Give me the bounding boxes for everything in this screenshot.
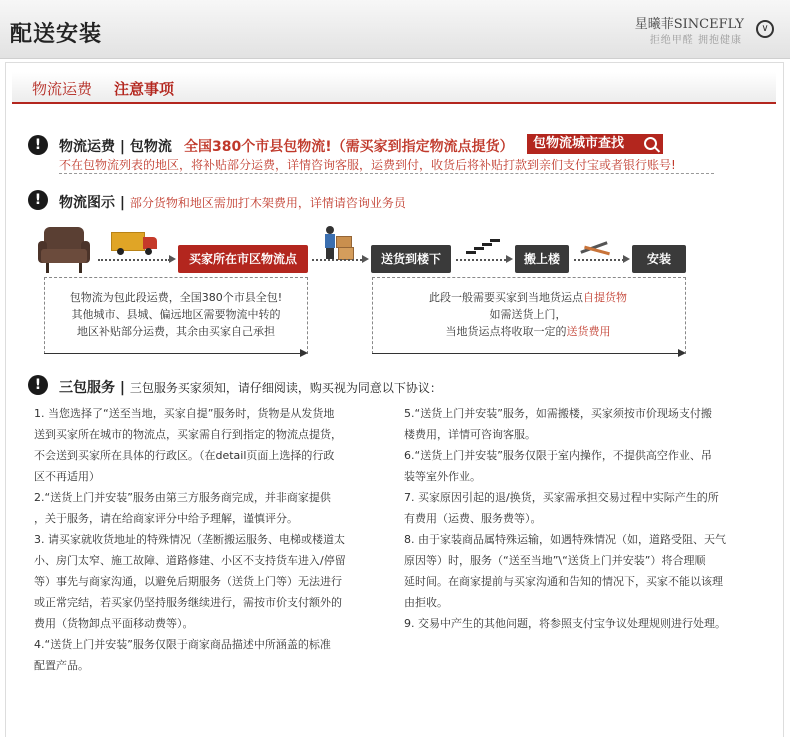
- step-install: 安装: [632, 245, 686, 273]
- diagram-title: [59, 192, 406, 212]
- tab-notes[interactable]: 注意事项: [114, 80, 175, 98]
- terms-left-column: [34, 403, 384, 676]
- brand-name: 星曦菲SINCEFLY: [634, 17, 744, 32]
- search-icon: [644, 137, 657, 150]
- info-text: 当地货运点将收取一定的: [445, 325, 567, 338]
- arrow-right-icon: [362, 255, 369, 263]
- find-city-button[interactable]: [527, 134, 663, 154]
- warranty-title-text: 三包服务 |: [59, 380, 125, 396]
- term-line: 小、房门太窄、施工故障、道路修建、小区不支持货车进入/停留: [34, 554, 346, 567]
- arrow-right-icon: [300, 349, 308, 357]
- alert-icon: !: [28, 135, 48, 155]
- term-line: 或正常完结，若买家仍坚持服务继续进行，需按市价支付额外的: [34, 596, 342, 609]
- warranty-subtitle: 三包服务买家须知，请仔细阅读，购买视为同意以下协议：: [129, 381, 442, 395]
- warranty-title: [59, 377, 442, 397]
- term-line: 由拒收。: [404, 596, 448, 609]
- alert-icon: !: [28, 190, 48, 210]
- logistics-title: 物流运费 | 包物流: [59, 139, 172, 155]
- flow-connector: [574, 259, 624, 261]
- info-line: 地区补贴部分运费，其余由买家自己承担: [77, 325, 275, 338]
- info-red: 送货费用: [566, 325, 611, 338]
- arrow-right-icon: [169, 255, 176, 263]
- step-deliver-downstairs: 送货到楼下: [371, 245, 451, 273]
- info-line: [376, 289, 680, 306]
- step-local-logistics-point: 买家所在市区物流点: [178, 245, 308, 273]
- info-line: [376, 323, 680, 340]
- term-line: ，关于服务，请在给商家评分中给予理解，谨慎评分。: [34, 512, 298, 525]
- info-line: 如需送货上门，: [489, 308, 567, 321]
- arrow-right-icon: [678, 349, 686, 357]
- term-line: 送到买家所在城市的物流点，买家需自行到指定的物流点提货，: [34, 428, 342, 441]
- right-scope-info: [376, 289, 680, 340]
- tools-icon: [578, 240, 614, 258]
- scope-arrow: [372, 353, 678, 354]
- term-line: 4.“送货上门并安装”服务仅限于商家商品描述中所涵盖的标准: [34, 638, 331, 651]
- term-line: 装等室外作业。: [404, 470, 481, 483]
- info-red: 自提货物: [583, 291, 627, 304]
- arrow-right-icon: [506, 255, 513, 263]
- term-line: 不会送到买家所在具体的行政区。（在detail页面上选择的行政: [34, 449, 335, 462]
- term-line: 7. 买家原因引起的退/换货，买家需承担交易过程中实际产生的所: [404, 491, 719, 504]
- term-line: 延时间。在商家提前与买家沟通和告知的情况下，买家不能以该理: [404, 575, 723, 588]
- term-line: 1. 当您选择了“送至当地，买家自提”服务时，货物是从发货地: [34, 407, 335, 420]
- brand-slogan: 拒绝甲醛 拥抱健康: [649, 35, 742, 46]
- find-city-label: 包物流城市查找: [533, 136, 625, 151]
- chevron-down-icon[interactable]: ∨: [756, 20, 774, 38]
- section-tabbar: [12, 72, 776, 104]
- flow-connector: [312, 259, 362, 261]
- alert-icon: !: [28, 375, 48, 395]
- truck-icon: [111, 232, 159, 256]
- subsidy-note: 不在包物流列表的地区，将补贴部分运费，详情咨询客服，运费到付，收货后将补贴打款到亲们支付宝或者银行账号!: [59, 158, 676, 172]
- term-line: 区不再适用）: [34, 470, 100, 483]
- divider: [59, 173, 714, 174]
- term-line: 原因等）时，服务（“送至当地”\“送货上门并安装”）将合理顺: [404, 554, 706, 567]
- term-line: 费用（货物卸点平面移动费等）。: [34, 617, 194, 630]
- flow-connector: [456, 259, 506, 261]
- tab-logistics-fee[interactable]: 物流运费: [32, 80, 93, 98]
- terms-right-column: [404, 403, 764, 634]
- term-line: 6.“送货上门并安装”服务仅限于室内操作，不提供高空作业、吊: [404, 449, 712, 462]
- info-text: 此段一般需要买家到当地货运点: [429, 291, 583, 304]
- step-carry-upstairs: 搬上楼: [515, 245, 569, 273]
- diagram-title-text: 物流图示 |: [59, 195, 125, 211]
- flow-connector: [98, 259, 170, 261]
- arrow-right-icon: [623, 255, 630, 263]
- diagram-subtitle: 部分货物和地区需加打木架费用，详情请咨询业务员: [129, 196, 406, 210]
- term-line: 配置产品。: [34, 659, 89, 672]
- term-line: 3. 请买家就收货地址的特殊情况（垄断搬运服务、电梯或楼道太: [34, 533, 345, 546]
- page-header: [0, 0, 790, 59]
- page-title: 配送安装: [10, 22, 103, 47]
- porter-icon: [322, 226, 356, 260]
- stairs-icon: [466, 238, 500, 254]
- term-line: 8. 由于家装商品属特殊运输，如遇特殊情况（如，道路受阻、天气: [404, 533, 726, 546]
- left-scope-info: [48, 289, 304, 340]
- info-line: 包物流为包此段运费，全国380个市县全包!: [69, 291, 283, 304]
- term-line: 等）事先与商家沟通，以避免后期服务（送货上门等）无法进行: [34, 575, 342, 588]
- term-line: 有费用（运费、服务费等）。: [404, 512, 542, 525]
- term-line: 9. 交易中产生的其他问题，将参照支付宝争议处理规则进行处理。: [404, 617, 726, 630]
- scope-arrow: [44, 353, 300, 354]
- logistics-highlight: 全国380个市县包物流!（需买家到指定物流点提货）: [184, 139, 514, 155]
- term-line: 2.“送货上门并安装”服务由第三方服务商完成，并非商家提供: [34, 491, 331, 504]
- info-line: 其他城市、县城、偏远地区需要物流中转的: [71, 308, 281, 321]
- sofa-icon: [38, 227, 90, 275]
- term-line: 5.“送货上门并安装”服务，如需搬楼，买家须按市价现场支付搬: [404, 407, 712, 420]
- term-line: 楼费用，详情可咨询客服。: [404, 428, 536, 441]
